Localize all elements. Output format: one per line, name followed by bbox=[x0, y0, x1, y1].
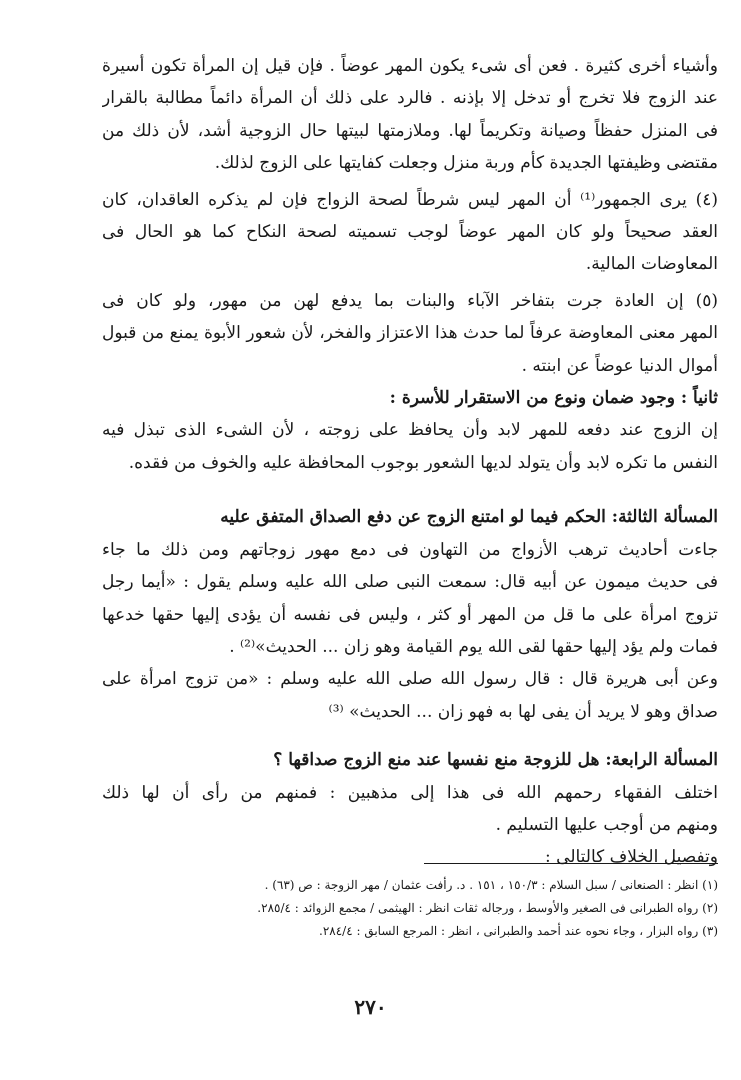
text-line: النفس ما تكره لابد وأن يتولد لديها الشعور بوجوب المحافظة عليه والخوف من فقده. bbox=[128, 452, 718, 473]
text-line: ومنهم من أوجب عليها التسليم . bbox=[495, 814, 718, 835]
heading-secondly: ثانياً : وجود ضمان ونوع من الاستقرار للأسرة : bbox=[389, 388, 718, 409]
text-line: فى حديث ميمون عن أبيه قال: سمعت النبى صلى الله عليه وسلم يقول : «أيما رجل bbox=[102, 572, 718, 593]
text-line: وأشياء أخرى كثيرة . فعن أى شىء يكون المهر عوضاً . فإن قيل إن المرأة تكون أسيرة bbox=[102, 56, 718, 76]
paragraph-guarantee bbox=[102, 414, 718, 479]
paragraph-hadith-2 bbox=[102, 663, 718, 728]
footnotes bbox=[118, 874, 718, 943]
text-line: العقد صحيحاً ولو كان المهر عوضاً لوجب تسميته لصحة النكاح كما هو الحال فى bbox=[102, 222, 718, 243]
footnote-2: (٢) رواه الطبرانى فى الصغير والأوسط ، ورجاله ثقات انظر : الهيثمى / مجمع الزوائد : ٢٨٥/٤. bbox=[257, 901, 718, 915]
text-line: المعاوضات المالية. bbox=[585, 254, 718, 275]
text-line: تزوج امرأة على ما قل من المهر أو كثر ، وليس فى نفسه أن يؤدى إليها حقها خدعها bbox=[102, 604, 718, 625]
paragraph-disagreement bbox=[102, 777, 718, 874]
text-line: صداق وهو لا يريد أن يفى لها به فهو زان ... الحديث» ⁽³⁾ bbox=[328, 701, 718, 722]
text-line: إن الزوج عند دفعه للمهر لابد وأن يحافظ على زوجته ، لأن الشىء الذى تبذل فيه bbox=[102, 420, 718, 441]
text-line: (٥) إن العادة جرت بتفاخر الآباء والبنات بما يدفع لهن من مهور، ولو كان فى bbox=[102, 290, 718, 311]
footnote-1: (١) انظر : الصنعانى / سبل السلام : ١٥٠/٣ ، ١٥١ . د. رأفت عثمان / مهر الزوجة : ص (٦٣) . bbox=[264, 878, 718, 892]
heading-issue-4: المسألة الرابعة: هل للزوجة منع نفسها عند منع الزوج صداقها ؟ bbox=[273, 750, 718, 771]
paragraph-hadith-1 bbox=[102, 534, 718, 664]
page-number: ٢٧٠ bbox=[354, 995, 387, 1019]
footnote-separator bbox=[424, 863, 718, 864]
text-line: وتفصيل الخلاف كالتالى : bbox=[545, 847, 718, 868]
paragraph-point-5 bbox=[102, 285, 718, 382]
text-line: المهر معنى المعاوضة عرفاً لما حدث هذا الاعتزاز والفخر، لأن شعور الأبوة يمنع من قبول bbox=[102, 323, 718, 344]
heading-issue-3: المسألة الثالثة: الحكم فيما لو امتنع الزوج عن دفع الصداق المتفق عليه bbox=[220, 507, 718, 528]
text-line: عند الزوج فلا تخرج أو تدخل إلا بإذنه . فالرد على ذلك أن المرأة دائماً مطالبة بالقرار bbox=[102, 88, 718, 109]
text-line: (٤) يرى الجمهور⁽¹⁾ أن المهر ليس شرطاً لصحة الزواج فإن لم يذكره العاقدان، كان bbox=[102, 189, 718, 210]
footnote-3: (٣) رواه البزار ، وجاء نحوه عند أحمد والطبرانى ، انظر : المرجع السابق : ٢٨٤/٤. bbox=[319, 924, 718, 938]
paragraph-point-4 bbox=[102, 184, 718, 281]
main-text bbox=[102, 50, 718, 874]
text-line: مقتضى وظيفتها الجديدة كأم وربة منزل وجعلت كفايتها على الزوج لذلك. bbox=[214, 153, 718, 174]
text-line: فى المنزل حفظاً وصيانة وتكريماً لها. وملازمتها لبيتها حال الزوجية أشد، لأن ذلك من bbox=[102, 120, 718, 141]
text-line: اختلف الفقهاء رحمهم الله فى هذا إلى مذهبين : فمنهم من رأى أن لها ذلك bbox=[102, 782, 718, 803]
text-line: أموال الدنيا عوضاً عن ابنته . bbox=[521, 355, 718, 376]
paragraph-1 bbox=[102, 50, 718, 180]
text-line: فمات ولم يؤد إليها حقها لقى الله يوم القيامة وهو زان ... الحديث»⁽²⁾ . bbox=[229, 636, 718, 657]
text-line: وعن أبى هريرة قال : قال رسول الله صلى الله عليه وسلم : «من تزوج امرأة على bbox=[102, 669, 718, 690]
text-line: جاءت أحاديث ترهب الأزواج من التهاون فى دمع مهور زوجاتهم ومن ذلك ما جاء bbox=[102, 539, 718, 560]
